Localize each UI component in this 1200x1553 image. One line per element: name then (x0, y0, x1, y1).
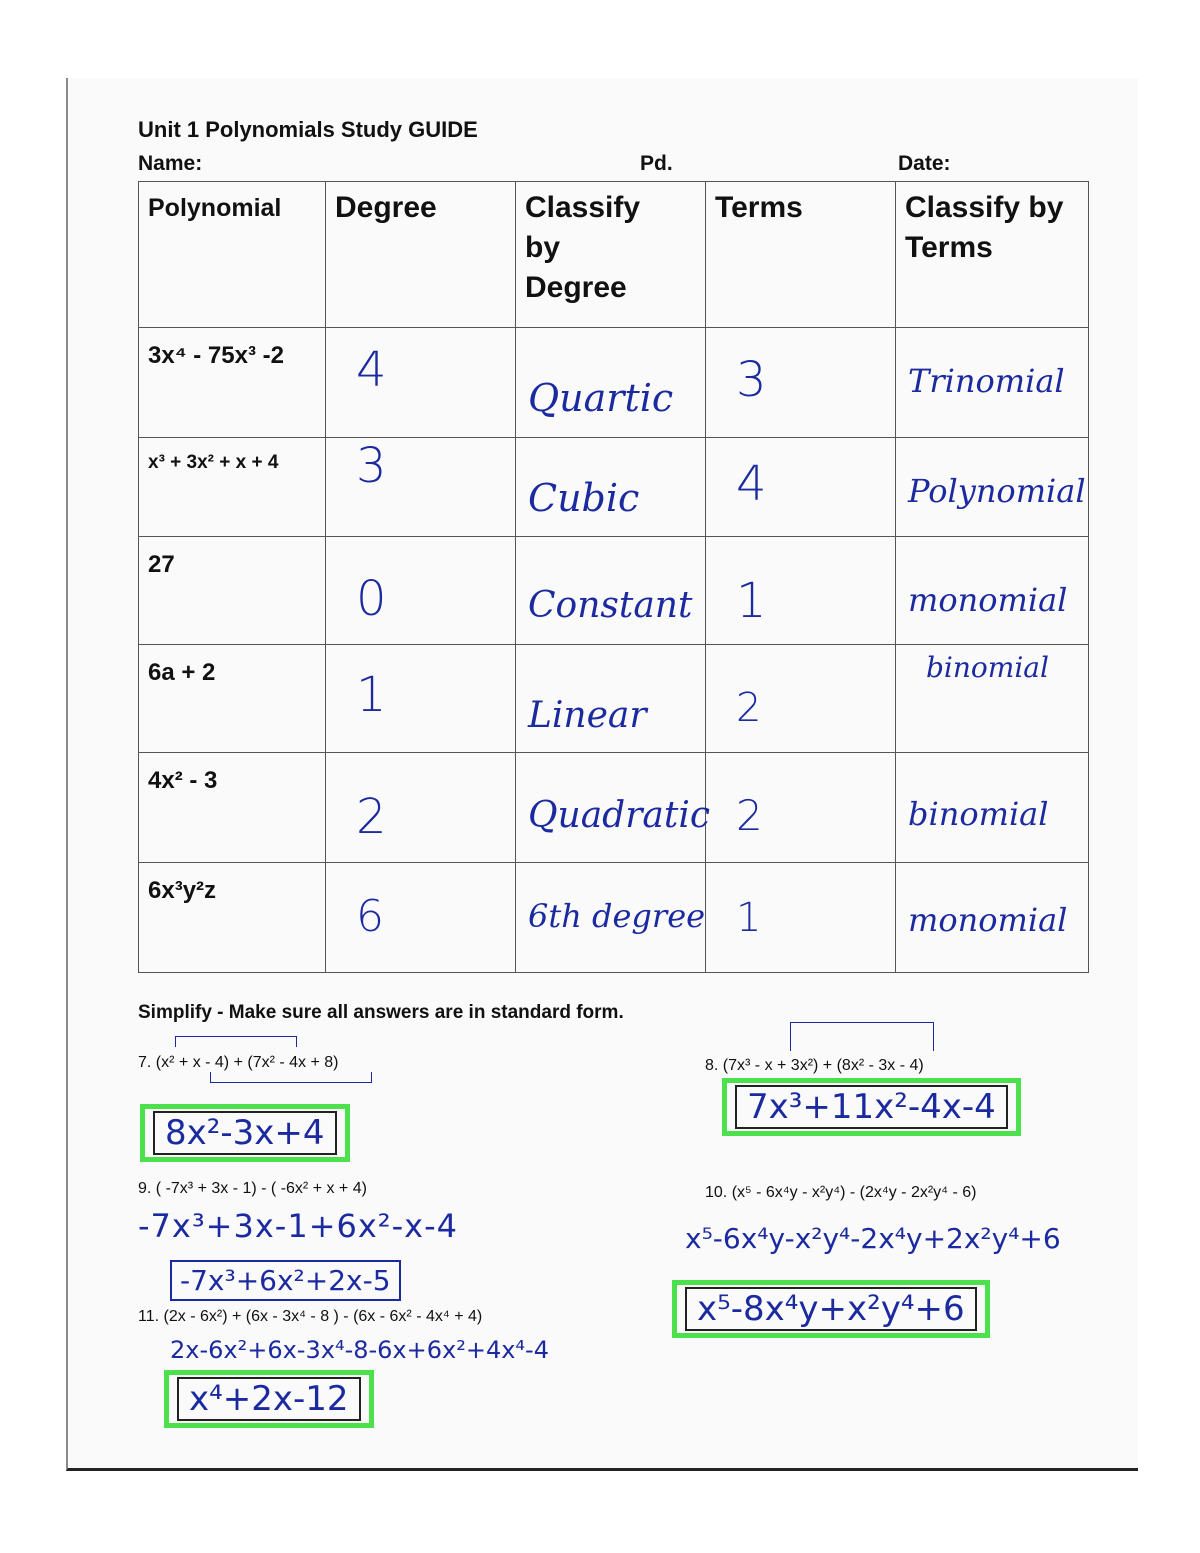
polynomial-text: 3x⁴ - 75x³ -2 (148, 342, 284, 369)
classify-degree-cell (516, 328, 706, 438)
polynomial-cell (139, 863, 326, 973)
header-cell (326, 182, 516, 328)
problem-9 (138, 1180, 367, 1198)
terms-answer: 2 (736, 791, 763, 840)
answer-text: 8x²-3x+4 (153, 1111, 337, 1155)
header-cell (706, 182, 896, 328)
header-cell (896, 182, 1089, 328)
problem-expression: ( -7x³ + 3x - 1) - ( -6x² + x + 4) (155, 1180, 367, 1197)
problem-number: 10. (705, 1184, 728, 1201)
period-label: Pd. (640, 152, 673, 175)
degree-cell (326, 537, 516, 645)
terms-cell (706, 438, 896, 537)
classify-degree-answer: Constant (528, 585, 693, 626)
problem-expression: (2x - 6x²) + (6x - 3x⁴ - 8 ) - (6x - 6x² - 4x⁴ + 4) (163, 1308, 483, 1325)
table-header-row (139, 182, 1089, 328)
polynomial-text: 4x² - 3 (148, 767, 218, 794)
header-classify-terms: Classify by Terms (905, 191, 1064, 264)
header-classify-degree: Classify by Degree (525, 191, 641, 304)
table-row (139, 753, 1089, 863)
table-row (139, 328, 1089, 438)
classify-terms-cell (896, 645, 1089, 753)
degree-answer: 6 (356, 891, 384, 942)
work-line: 2x-6x²+6x-3x⁴-8-6x+6x²+4x⁴-4 (170, 1336, 549, 1364)
classify-degree-answer: Cubic (528, 476, 640, 520)
degree-answer: 2 (356, 789, 387, 845)
terms-cell (706, 753, 896, 863)
degree-cell (326, 328, 516, 438)
degree-cell (326, 753, 516, 863)
classify-degree-answer: Quartic (528, 376, 674, 420)
polynomial-text: 6a + 2 (148, 659, 216, 686)
table-row (139, 863, 1089, 973)
terms-cell (706, 645, 896, 753)
degree-cell (326, 438, 516, 537)
classify-terms-cell (896, 537, 1089, 645)
answer-text: x⁵-8x⁴y+x²y⁴+6 (685, 1287, 977, 1331)
classify-terms-cell (896, 863, 1089, 973)
classify-terms-cell (896, 328, 1089, 438)
header-cell (516, 182, 706, 328)
classify-degree-answer: Linear (528, 695, 647, 736)
date-label: Date: (898, 152, 951, 175)
classify-degree-cell (516, 753, 711, 863)
polynomial-cell (139, 328, 326, 438)
classify-degree-cell (516, 645, 706, 753)
terms-answer: 3 (736, 352, 767, 408)
problem-7 (138, 1054, 339, 1072)
terms-answer: 2 (736, 685, 762, 731)
terms-answer: 1 (736, 573, 767, 629)
worksheet-title: Unit 1 Polynomials Study GUIDE (138, 117, 478, 142)
problem-expression: (x² + x - 4) + (7x² - 4x + 8) (155, 1054, 339, 1071)
polynomial-cell (139, 753, 326, 863)
problem-8 (705, 1057, 924, 1075)
header-terms: Terms (715, 191, 803, 224)
name-label: Name: (138, 152, 203, 175)
terms-answer: 1 (736, 895, 762, 941)
polynomial-cell (139, 537, 326, 645)
answer-text: 7x³+11x²-4x-4 (735, 1085, 1008, 1129)
classify-degree-cell (516, 537, 706, 645)
classify-terms-answer: binomial (926, 651, 1049, 684)
degree-cell (326, 645, 516, 753)
polynomial-cell (139, 438, 326, 537)
table-row (139, 438, 1089, 537)
classify-degree-cell (516, 438, 706, 537)
problem-expression: (7x³ - x + 3x²) + (8x² - 3x - 4) (722, 1057, 924, 1074)
degree-answer: 4 (356, 342, 387, 398)
answer-box-7 (140, 1104, 350, 1162)
degree-cell (326, 863, 516, 973)
header-cell (139, 182, 326, 328)
table-row (139, 537, 1089, 645)
polynomial-text: x³ + 3x² + x + 4 (148, 452, 279, 473)
problem-11 (138, 1308, 482, 1326)
simplify-instructions: Simplify - Make sure all answers are in standard form. (138, 1002, 624, 1023)
classify-terms-answer: binomial (908, 795, 1049, 833)
problem-number: 9. (138, 1180, 152, 1197)
polynomial-text: 6x³y²z (148, 877, 217, 904)
problem-number: 8. (705, 1057, 719, 1074)
classify-terms-answer: Trinomial (908, 362, 1065, 400)
answer-box-8 (722, 1078, 1021, 1136)
work-line: -7x³+3x-1+6x²-x-4 (138, 1207, 459, 1245)
classify-terms-cell (896, 753, 1089, 863)
problem-number: 7. (138, 1054, 152, 1071)
terms-cell (706, 863, 896, 973)
classify-terms-answer: Polynomial (908, 472, 1086, 510)
classify-degree-answer: Quadratic (528, 795, 711, 836)
classify-terms-answer: monomial (908, 901, 1068, 939)
header-polynomial: Polynomial (148, 194, 282, 222)
polynomial-table (138, 181, 1089, 973)
problem-10 (705, 1184, 977, 1202)
answer-box-10 (672, 1280, 990, 1338)
degree-answer: 0 (356, 571, 387, 627)
polynomial-text: 27 (148, 551, 175, 578)
degree-answer: 1 (356, 667, 387, 723)
like-terms-bracket (790, 1022, 934, 1051)
classify-degree-answer: 6th degree (528, 897, 706, 935)
like-terms-bracket (175, 1036, 297, 1047)
answer-box-11 (164, 1370, 374, 1428)
like-terms-bracket (210, 1072, 372, 1083)
work-line: x⁵-6x⁴y-x²y⁴-2x⁴y+2x²y⁴+6 (685, 1222, 1061, 1255)
answer-box-9 (170, 1260, 401, 1301)
classify-degree-cell (516, 863, 706, 973)
table-row (139, 645, 1089, 753)
classify-terms-cell (896, 438, 1089, 537)
problem-expression: (x⁵ - 6x⁴y - x²y⁴) - (2x⁴y - 2x²y⁴ - 6) (731, 1184, 977, 1201)
terms-answer: 4 (736, 456, 767, 512)
degree-answer: 3 (356, 438, 387, 494)
header-degree: Degree (335, 191, 437, 224)
answer-text: -7x³+6x²+2x-5 (180, 1264, 391, 1297)
problem-number: 11. (138, 1308, 160, 1325)
answer-text: x⁴+2x-12 (177, 1377, 361, 1421)
polynomial-cell (139, 645, 326, 753)
terms-cell (706, 328, 896, 438)
classify-terms-answer: monomial (908, 581, 1068, 619)
terms-cell (706, 537, 896, 645)
